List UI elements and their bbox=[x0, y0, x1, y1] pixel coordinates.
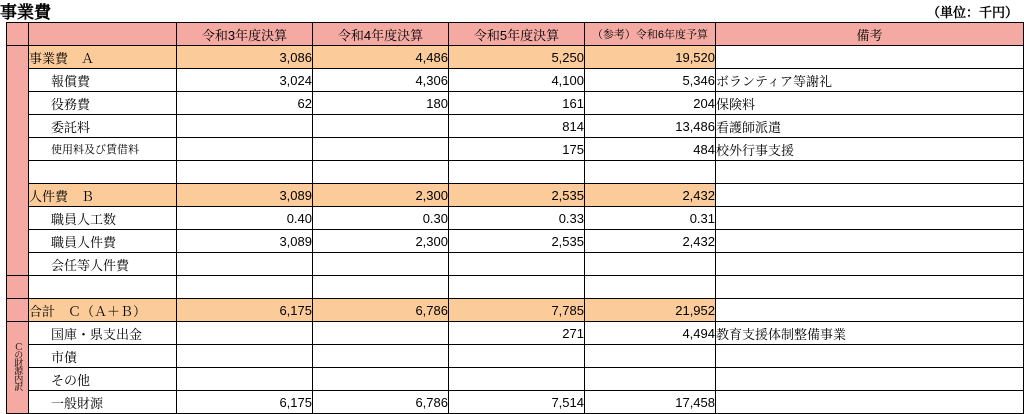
row-value-col1 bbox=[177, 115, 313, 138]
row-note: 看護師派遣 bbox=[716, 115, 1024, 138]
spacer-cell bbox=[313, 276, 449, 299]
unit-note: （単位：千円） bbox=[926, 5, 1018, 20]
table-row bbox=[7, 69, 1024, 92]
row-value-col1 bbox=[177, 345, 313, 368]
row-value-col3: 271 bbox=[449, 322, 585, 345]
row-value-col2: 6,786 bbox=[313, 391, 449, 414]
side-total-cell bbox=[7, 299, 29, 322]
row-value-col4 bbox=[585, 253, 716, 276]
row-note bbox=[716, 46, 1024, 69]
row-value-col3: 2,535 bbox=[449, 230, 585, 253]
row-value-col2: 2,300 bbox=[313, 230, 449, 253]
side-spacer-cell bbox=[7, 276, 29, 299]
row-value-col4: 13,486 bbox=[585, 115, 716, 138]
row-value-col4: 21,952 bbox=[585, 299, 716, 322]
row-value-col2 bbox=[313, 368, 449, 391]
table-row bbox=[7, 46, 1024, 69]
row-value-col3: 7,785 bbox=[449, 299, 585, 322]
row-value-col4: 2,432 bbox=[585, 184, 716, 207]
table-row bbox=[7, 322, 1024, 345]
row-value-col3 bbox=[449, 253, 585, 276]
row-label: その他 bbox=[29, 368, 177, 391]
spacer-cell bbox=[313, 161, 449, 184]
header-col1: 令和3年度決算 bbox=[177, 23, 313, 46]
side-funding-label: Ｃの財源内訳 bbox=[13, 342, 24, 390]
row-value-col4 bbox=[585, 368, 716, 391]
table-row bbox=[7, 207, 1024, 230]
table-row bbox=[7, 92, 1024, 115]
row-value-col1: 6,175 bbox=[177, 391, 313, 414]
header-note: 備考 bbox=[716, 23, 1024, 46]
spacer-cell bbox=[177, 161, 313, 184]
row-value-col4: 4,494 bbox=[585, 322, 716, 345]
table-row bbox=[7, 391, 1024, 414]
row-note: 教育支援体制整備事業 bbox=[716, 322, 1024, 345]
row-note bbox=[716, 368, 1024, 391]
row-note bbox=[716, 253, 1024, 276]
row-value-col1 bbox=[177, 368, 313, 391]
spacer-cell bbox=[716, 161, 1024, 184]
row-value-col3: 4,100 bbox=[449, 69, 585, 92]
header-label-cell bbox=[29, 23, 177, 46]
row-label: 職員人件費 bbox=[29, 230, 177, 253]
row-value-col1: 3,024 bbox=[177, 69, 313, 92]
row-value-col3: 0.33 bbox=[449, 207, 585, 230]
table-row bbox=[7, 345, 1024, 368]
row-value-col2 bbox=[313, 253, 449, 276]
side-funding-breakdown bbox=[7, 322, 29, 414]
spacer-cell bbox=[449, 276, 585, 299]
row-value-col2: 6,786 bbox=[313, 299, 449, 322]
spacer-row bbox=[7, 161, 1024, 184]
table-row-total bbox=[7, 299, 1024, 322]
spacer-row bbox=[7, 276, 1024, 299]
row-value-col4: 5,346 bbox=[585, 69, 716, 92]
row-value-col4: 2,432 bbox=[585, 230, 716, 253]
row-note: ボランティア等謝礼 bbox=[716, 69, 1024, 92]
spacer-cell bbox=[716, 276, 1024, 299]
row-value-col3 bbox=[449, 345, 585, 368]
side-blank-upper bbox=[7, 46, 29, 276]
row-note bbox=[716, 391, 1024, 414]
row-label: 一般財源 bbox=[29, 391, 177, 414]
row-value-col4: 19,520 bbox=[585, 46, 716, 69]
row-value-col2 bbox=[313, 115, 449, 138]
row-note: 保険料 bbox=[716, 92, 1024, 115]
row-value-col2: 4,486 bbox=[313, 46, 449, 69]
row-note: 校外行事支援 bbox=[716, 138, 1024, 161]
row-label: 事業費 Ａ bbox=[29, 46, 177, 69]
row-value-col3: 161 bbox=[449, 92, 585, 115]
row-label: 報償費 bbox=[29, 69, 177, 92]
row-value-col3: 5,250 bbox=[449, 46, 585, 69]
table-row bbox=[7, 184, 1024, 207]
row-value-col3: 175 bbox=[449, 138, 585, 161]
row-value-col3: 7,514 bbox=[449, 391, 585, 414]
row-value-col4: 484 bbox=[585, 138, 716, 161]
table-row bbox=[7, 253, 1024, 276]
row-value-col4 bbox=[585, 345, 716, 368]
row-value-col2: 180 bbox=[313, 92, 449, 115]
row-label: 会任等人件費 bbox=[29, 253, 177, 276]
row-note bbox=[716, 184, 1024, 207]
row-value-col2: 0.30 bbox=[313, 207, 449, 230]
row-value-col2 bbox=[313, 138, 449, 161]
header-col3: 令和5年度決算 bbox=[449, 23, 585, 46]
row-note bbox=[716, 345, 1024, 368]
row-value-col4: 0.31 bbox=[585, 207, 716, 230]
row-value-col1: 6,175 bbox=[177, 299, 313, 322]
spacer-cell bbox=[585, 276, 716, 299]
row-value-col1 bbox=[177, 138, 313, 161]
spacer-cell bbox=[177, 276, 313, 299]
table-row bbox=[7, 230, 1024, 253]
row-value-col4: 204 bbox=[585, 92, 716, 115]
row-value-col2 bbox=[313, 345, 449, 368]
page-title: 事業費 bbox=[0, 3, 51, 22]
table-row bbox=[7, 115, 1024, 138]
row-value-col1: 0.40 bbox=[177, 207, 313, 230]
row-value-col1 bbox=[177, 322, 313, 345]
row-label: 市債 bbox=[29, 345, 177, 368]
row-value-col1: 62 bbox=[177, 92, 313, 115]
row-note bbox=[716, 299, 1024, 322]
row-label: 人件費 Ｂ bbox=[29, 184, 177, 207]
header-side-cell bbox=[7, 23, 29, 46]
row-value-col3: 2,535 bbox=[449, 184, 585, 207]
row-label: 合計 Ｃ（Ａ＋Ｂ） bbox=[29, 299, 177, 322]
row-label: 国庫・県支出金 bbox=[29, 322, 177, 345]
row-value-col3: 814 bbox=[449, 115, 585, 138]
spacer-cell bbox=[449, 161, 585, 184]
table-row bbox=[7, 138, 1024, 161]
header-col2: 令和4年度決算 bbox=[313, 23, 449, 46]
row-value-col1: 3,089 bbox=[177, 184, 313, 207]
header-col4: （参考）令和6年度予算 bbox=[585, 23, 716, 46]
row-value-col4: 17,458 bbox=[585, 391, 716, 414]
row-value-col2: 4,306 bbox=[313, 69, 449, 92]
row-value-col1 bbox=[177, 253, 313, 276]
row-label: 職員人工数 bbox=[29, 207, 177, 230]
row-value-col3 bbox=[449, 368, 585, 391]
row-label: 委託料 bbox=[29, 115, 177, 138]
row-note bbox=[716, 230, 1024, 253]
row-label: 役務費 bbox=[29, 92, 177, 115]
spacer-cell bbox=[29, 161, 177, 184]
row-label: 使用料及び賃借料 bbox=[29, 138, 177, 161]
spacer-cell bbox=[585, 161, 716, 184]
row-note bbox=[716, 207, 1024, 230]
table-row bbox=[7, 368, 1024, 391]
row-value-col1: 3,089 bbox=[177, 230, 313, 253]
row-value-col1: 3,086 bbox=[177, 46, 313, 69]
table-header-row bbox=[7, 23, 1024, 46]
row-value-col2 bbox=[313, 322, 449, 345]
row-value-col2: 2,300 bbox=[313, 184, 449, 207]
spacer-cell bbox=[29, 276, 177, 299]
budget-table bbox=[6, 22, 1024, 414]
